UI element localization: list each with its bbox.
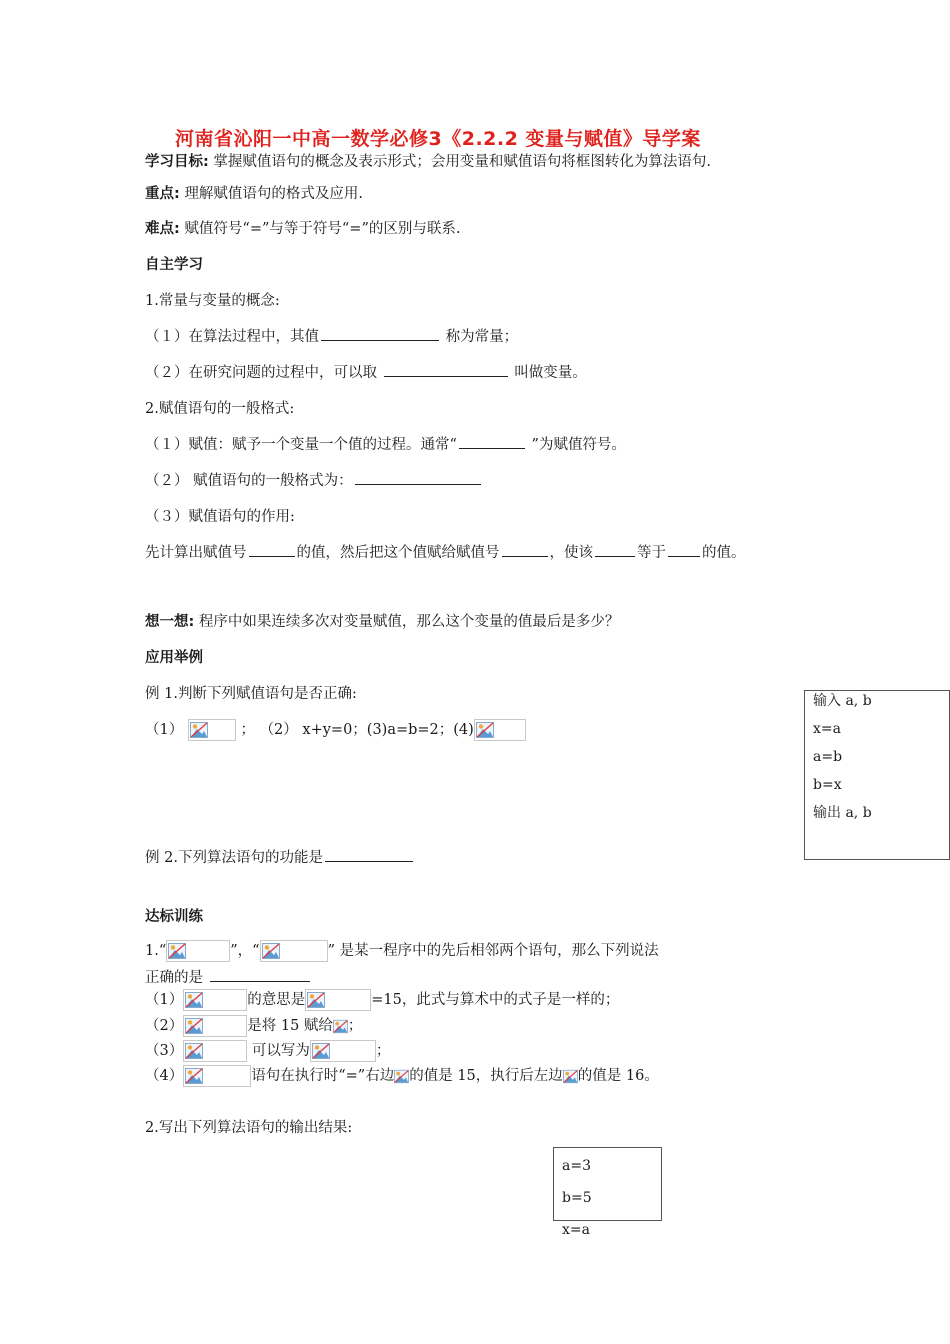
training-q1 <box>145 939 659 962</box>
example-2-text: 例 2.下列算法语句的功能是 <box>145 850 323 866</box>
code-line: x=a <box>813 721 841 737</box>
think-text: 程序中如果连续多次对变量赋值，那么这个变量的值最后是多少？ <box>198 614 620 630</box>
difficulty <box>145 217 460 238</box>
opt2-text: 是将 15 赋给 <box>247 1018 333 1034</box>
example-2 <box>145 846 415 867</box>
opt1-num: （1） <box>145 992 184 1008</box>
image-placeholder-icon <box>183 1015 247 1037</box>
think-label: 想一想: <box>145 614 195 630</box>
item-2-2 <box>145 469 483 490</box>
section-training: 达标训练 <box>145 909 203 925</box>
key-label: 重点: <box>145 186 180 202</box>
image-placeholder-icon <box>563 1069 578 1084</box>
training-q1-cont <box>145 966 312 987</box>
fill-p5: 的值。 <box>702 545 746 561</box>
opt4-text2: 的值是 15，执行后左边 <box>409 1068 563 1084</box>
code-line: 输出 a, b <box>813 805 872 821</box>
q1-part1: 1.“ <box>145 943 167 959</box>
item-2-1-tail: ”为赋值符号。 <box>531 437 626 453</box>
image-placeholder-icon <box>310 1040 376 1062</box>
item-1-1-tail: 称为常量； <box>445 329 519 345</box>
option-2 <box>145 1014 362 1037</box>
opt3-text: 可以写为 <box>251 1043 310 1059</box>
opt2-num: （2） <box>145 1018 184 1034</box>
item-1-2 <box>145 361 587 382</box>
item-2-fill <box>145 541 746 562</box>
difficulty-text: 赋值符号“=”与等于符号“=”的区别与联系. <box>184 221 461 237</box>
blank-variable[interactable] <box>384 375 508 377</box>
code-line: x=a <box>562 1222 590 1238</box>
blank-constant[interactable] <box>321 339 439 341</box>
code-box-swap <box>804 690 950 860</box>
opt1-text: 的意思是 <box>247 992 306 1008</box>
opt1-tail: =15，此式与算术中的式子是一样的； <box>371 992 620 1008</box>
image-placeholder-icon <box>183 989 247 1011</box>
blank-format[interactable] <box>355 483 481 485</box>
q1-part3: ” 是某一程序中的先后相邻两个语句，那么下列说法 <box>327 943 659 959</box>
item-2-2-text: （２） 赋值语句的一般格式为： <box>145 473 353 489</box>
fill-p2: 的值，然后把这个值赋给赋值号 <box>296 545 500 561</box>
image-placeholder-icon <box>183 1065 251 1087</box>
code-line: b=x <box>813 777 842 793</box>
fill-p3: ，使该 <box>549 545 593 561</box>
image-placeholder-icon <box>305 989 371 1011</box>
blank-fill-1[interactable] <box>249 555 295 557</box>
option-3 <box>145 1039 390 1062</box>
code-line: b=5 <box>562 1190 592 1206</box>
item-2-1-text: （１）赋值：赋予一个变量一个值的过程。通常“ <box>145 437 457 453</box>
item-2-1 <box>145 433 626 454</box>
opt3-tail: ； <box>375 1043 391 1059</box>
item-2: 2.赋值语句的一般格式: <box>145 401 295 417</box>
image-placeholder-icon <box>166 940 230 962</box>
code-box-output <box>553 1147 662 1221</box>
blank-example-2[interactable] <box>325 860 413 862</box>
blank-fill-3[interactable] <box>595 555 635 557</box>
item-2-3: （３）赋值语句的作用: <box>145 509 295 525</box>
ex1-sep: ； <box>240 722 255 738</box>
key-point <box>145 182 363 203</box>
item-1: 1.常量与变量的概念: <box>145 293 280 309</box>
think-section <box>145 610 619 631</box>
q1-part4: 正确的是 <box>145 970 203 986</box>
item-1-2-text: （２）在研究问题的过程中，可以取 <box>145 365 377 381</box>
section-apply: 应用举例 <box>145 650 203 666</box>
opt3-num: （3） <box>145 1043 184 1059</box>
learning-goal <box>145 150 711 171</box>
option-4 <box>145 1064 659 1087</box>
fill-p4: 等于 <box>637 545 666 561</box>
page-title: 河南省沁阳一中高一数学必修3《2.2.2 变量与赋值》导学案 <box>175 128 701 150</box>
blank-q1[interactable] <box>210 980 310 982</box>
goal-text: 掌握赋值语句的概念及表示形式；会用变量和赋值语句将框图转化为算法语句. <box>213 154 712 170</box>
image-placeholder-icon <box>333 1019 348 1034</box>
option-1 <box>145 988 619 1011</box>
example-1-items <box>145 718 526 741</box>
image-placeholder-icon <box>260 940 328 962</box>
q1-part2: ”，“ <box>230 943 260 959</box>
image-placeholder-icon <box>183 1040 247 1062</box>
item-1-1-text: （１）在算法过程中，其值 <box>145 329 319 345</box>
item-1-2-tail: 叫做变量。 <box>514 365 587 381</box>
fill-p1: 先计算出赋值号 <box>145 545 247 561</box>
opt4-text: 语句在执行时“=”右边 <box>251 1068 395 1084</box>
image-placeholder-icon <box>474 719 526 741</box>
opt4-num: （4） <box>145 1068 184 1084</box>
key-text: 理解赋值语句的格式及应用. <box>184 186 364 202</box>
difficulty-label: 难点: <box>145 221 180 237</box>
blank-fill-2[interactable] <box>502 555 548 557</box>
blank-assign-symbol[interactable] <box>459 447 525 449</box>
opt4-tail: 的值是 16。 <box>577 1068 659 1084</box>
ex1-item-2: （2） x+y=0；(3)a=b=2；(4) <box>259 722 474 738</box>
goal-label: 学习目标: <box>145 154 209 170</box>
code-line: 输入 a, b <box>813 693 872 709</box>
opt2-tail: ； <box>347 1018 363 1034</box>
image-placeholder-icon <box>394 1069 409 1084</box>
code-line: a=b <box>813 749 843 765</box>
section-self-study: 自主学习 <box>145 257 203 273</box>
image-placeholder-icon <box>188 719 236 741</box>
ex1-item-1: （1） <box>145 722 184 738</box>
code-line: a=3 <box>562 1158 591 1174</box>
blank-fill-4[interactable] <box>668 555 700 557</box>
item-1-1 <box>145 325 518 346</box>
training-q2: 2.写出下列算法语句的输出结果: <box>145 1120 353 1136</box>
example-1: 例 1.判断下列赋值语句是否正确: <box>145 686 357 702</box>
